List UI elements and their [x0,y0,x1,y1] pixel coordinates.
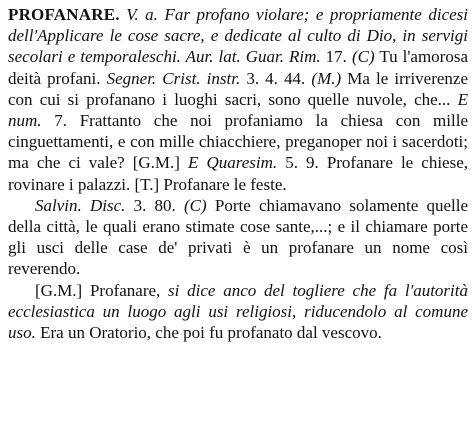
seg: 7. Frattanto che noi profaniamo la chiesa con mille cinguettamenti, e con mille chiacchiere, preganoper noi i sacerdoti; ma che ci vale? [G.M.] [8,111,468,173]
seg: V. a. Far profano violare; e propriamente dicesi dell'Applicare le cose sacre, e dedicate al culto di Dio, in servigi secolari e temporaleschi. Aur. lat. Guar. Rim. [8,5,468,67]
seg: 5. 9. Profanare le chiese, rovinare i palazzi. [T.] Profanare le feste. [8,153,469,194]
seg: E Quaresim. [188,153,278,173]
seg: (C) [184,195,207,215]
seg: [G.M.] Profanare, [35,280,169,300]
seg: Salvin. Disc. [35,195,126,215]
entry-paragraph-definition [8,4,468,195]
seg: 3. 80. [125,195,185,215]
seg: 3. 4. 44. [240,68,312,88]
seg: (C) [351,47,375,67]
seg: (M.) [311,68,342,88]
seg: Segner. Crist. instr. [106,68,241,88]
entry-paragraph-ecclesiastical [8,280,468,344]
seg: Ma le irriverenze con cui si profanano i luoghi sacri, sono quelle nuvole, che... [8,68,469,109]
seg: Tu l'amorosa deità profani. [8,47,469,88]
seg: si dice anco del togliere che fa l'autorità ecclesiastica un luogo agli usi religiosi, riducendolo al comune uso. [8,280,468,343]
entry-headword: PROFANARE. [8,5,120,24]
seg: E num. [8,89,468,131]
seg: Era un Oratorio, che poi fu profanato dal vescovo. [35,323,382,343]
entry-paragraph-salvini [8,195,468,280]
seg: Porte chiamavano solamente quelle della città, le quali erano stimate cose sante,...; e il chiamare porte gli usci delle case de' privati è un profanare un nome così reverendo. [8,195,469,279]
seg: 17. [320,47,352,67]
